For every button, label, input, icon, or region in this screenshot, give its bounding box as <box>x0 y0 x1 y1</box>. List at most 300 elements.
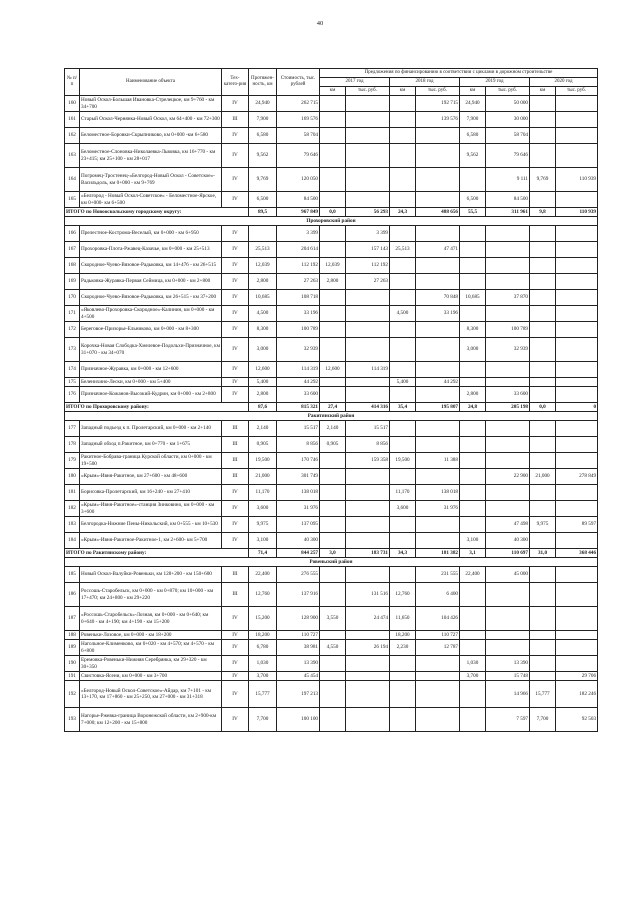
table-row <box>65 226 598 242</box>
km-2019 <box>460 362 486 378</box>
header-sub-sum: тыс. руб. <box>556 87 598 96</box>
sum-2019: 15 748 <box>486 672 530 681</box>
object-name: «Белгород-Новый Оскол-Советское»-Айдар, км 7+101 - км 13+170, км 17+860 - км 25+250, км 27+000 - км 31+318 <box>80 681 222 708</box>
object-name: Свистовка-Ясени, км 0+000 - км 3+700 <box>80 672 222 681</box>
table-row <box>65 708 598 732</box>
row-number: 176 <box>65 387 80 403</box>
km-2017 <box>320 242 346 258</box>
row-number: 165 <box>65 192 80 208</box>
tech-category: IV <box>222 533 249 549</box>
sum-2017: 27 263 <box>346 274 390 290</box>
table-row <box>65 567 598 583</box>
table-row <box>65 517 598 533</box>
total-length-km: 87,6 <box>249 403 277 412</box>
sum-2019: 84 500 <box>486 192 530 208</box>
km-2018 <box>390 656 416 672</box>
header-category: Тех-катего-рия <box>222 69 249 96</box>
table-row <box>65 258 598 274</box>
sum-2019: 40 300 <box>486 533 530 549</box>
table-row <box>65 112 598 128</box>
km-2018 <box>390 437 416 453</box>
km-2019 <box>460 631 486 640</box>
length-km: 6,580 <box>249 128 277 144</box>
object-name: Старый Оскол-Чернянка-Новый Оскол, км 64+400 - км 72+300 <box>80 112 222 128</box>
sum-2019 <box>486 258 530 274</box>
object-name: «Крым»-Ивня-Ракитное, км 27+600 - км 48+600 <box>80 469 222 485</box>
km-2018 <box>390 517 416 533</box>
object-name: Беломестное-Боровки-Скрыпниково, км 0+000 -км 6+580 <box>80 128 222 144</box>
sum-2020 <box>556 306 598 322</box>
sum-2017 <box>346 192 390 208</box>
sum-2019: 100 789 <box>486 322 530 338</box>
header-year-2018: 2018 год <box>390 78 460 87</box>
header-year-2020: 2020 год <box>530 78 598 87</box>
sum-2020 <box>556 631 598 640</box>
cost: 114 319 <box>277 362 320 378</box>
row-number: 175 <box>65 378 80 387</box>
sum-2020 <box>556 362 598 378</box>
total-km-2017: 27,4 <box>320 403 346 412</box>
tech-category: IV <box>222 672 249 681</box>
sum-2017 <box>346 168 390 192</box>
km-2017: 2,140 <box>320 421 346 437</box>
header-financing-group: Предложения по финансированию в соответствии с циклами в дорожном строительстве <box>320 69 598 78</box>
object-name: Призначное-Журавка, км 0+000 - км 12+600 <box>80 362 222 378</box>
total-km-2018: 35,4 <box>390 403 416 412</box>
length-km: 9,769 <box>249 168 277 192</box>
object-name: Ракитное-Бобрава-граница Курской области, км 0+000 - км 19+500 <box>80 453 222 469</box>
table-row <box>65 469 598 485</box>
km-2020 <box>530 607 556 631</box>
sum-2020 <box>556 96 598 112</box>
total-sum-2020: 110 939 <box>556 208 598 217</box>
tech-category: IV <box>222 306 249 322</box>
financing-table <box>64 68 598 732</box>
object-name: Беломестное-Слоновка-Николаевка-Львовка, км 16+770 - км 23+415; км 25+100 - км 28+017 <box>80 144 222 168</box>
km-2019 <box>460 517 486 533</box>
row-number: 183 <box>65 517 80 533</box>
total-cost: 844 257 <box>277 549 320 558</box>
row-number: 170 <box>65 290 80 306</box>
tech-category: IV <box>222 168 249 192</box>
length-km: 9,562 <box>249 144 277 168</box>
table-row <box>65 453 598 469</box>
sum-2019 <box>486 242 530 258</box>
length-km: 3,100 <box>249 533 277 549</box>
header-sub-sum: тыс. руб. <box>416 87 460 96</box>
object-name: Скородное-Чуево-Вязовое-Радьковка, км 14+476 - км 26+515 <box>80 258 222 274</box>
sum-2018 <box>416 437 460 453</box>
total-sum-2020: 0 <box>556 403 598 412</box>
cost: 100 789 <box>277 322 320 338</box>
km-2018 <box>390 128 416 144</box>
total-sum-2019: 311 961 <box>486 208 530 217</box>
table-row <box>65 306 598 322</box>
tech-category: IV <box>222 656 249 672</box>
row-number: 171 <box>65 306 80 322</box>
km-2019 <box>460 421 486 437</box>
sum-2019: 9 111 <box>486 168 530 192</box>
row-number: 178 <box>65 437 80 453</box>
km-2017: 12,600 <box>320 362 346 378</box>
sum-2019: 45 000 <box>486 567 530 583</box>
row-number: 188 <box>65 631 80 640</box>
table-row <box>65 274 598 290</box>
sum-2018 <box>416 517 460 533</box>
km-2020 <box>530 501 556 517</box>
total-km-2019: 55,5 <box>460 208 486 217</box>
sum-2019: 13 390 <box>486 656 530 672</box>
km-2017 <box>320 128 346 144</box>
total-label: ИТОГО по Новооскольскому городскому округу: <box>65 208 249 217</box>
total-km-2020: 9,8 <box>530 208 556 217</box>
sum-2019 <box>486 453 530 469</box>
length-km: 24,940 <box>249 96 277 112</box>
sum-2019: 79 646 <box>486 144 530 168</box>
object-name: Прохоровка-Плота-Ржавец-Казачье, км 0+000 - км 25+513 <box>80 242 222 258</box>
km-2019: 3,100 <box>460 533 486 549</box>
km-2018 <box>390 112 416 128</box>
cost: 138 018 <box>277 485 320 501</box>
km-2018 <box>390 274 416 290</box>
sum-2018 <box>416 362 460 378</box>
length-km: 15,200 <box>249 607 277 631</box>
sum-2019 <box>486 631 530 640</box>
sum-2017 <box>346 672 390 681</box>
length-km: 18,200 <box>249 631 277 640</box>
header-year-2019: 2019 год <box>460 78 530 87</box>
tech-category: III <box>222 112 249 128</box>
km-2020: 15,777 <box>530 681 556 708</box>
cost: 137 916 <box>277 583 320 607</box>
km-2019: 9,562 <box>460 144 486 168</box>
object-name: Ровеньки-Лозовое, км 0+000 - км 18+200 <box>80 631 222 640</box>
page-number: 40 <box>316 20 324 27</box>
sum-2017 <box>346 708 390 732</box>
sum-2019 <box>486 640 530 656</box>
sum-2017 <box>346 681 390 708</box>
km-2017: 2,800 <box>320 274 346 290</box>
row-number: 169 <box>65 274 80 290</box>
sum-2018: 44 292 <box>416 378 460 387</box>
sum-2018 <box>416 144 460 168</box>
table-body <box>65 96 598 732</box>
sum-2017: 114 319 <box>346 362 390 378</box>
km-2018: 11,650 <box>390 607 416 631</box>
km-2019 <box>460 583 486 607</box>
header-sub-km: км <box>530 87 556 96</box>
km-2017 <box>320 306 346 322</box>
sum-2020 <box>556 112 598 128</box>
km-2018: 12,760 <box>390 583 416 607</box>
length-km: 21,000 <box>249 469 277 485</box>
km-2017 <box>320 631 346 640</box>
cost: 100 100 <box>277 708 320 732</box>
total-km-2018: 24,3 <box>390 208 416 217</box>
tech-category: III <box>222 567 249 583</box>
length-km: 2,140 <box>249 421 277 437</box>
cost: 262 715 <box>277 96 320 112</box>
length-km: 2,800 <box>249 274 277 290</box>
sum-2018: 139 576 <box>416 112 460 128</box>
sum-2017: 15 517 <box>346 421 390 437</box>
sum-2019: 58 704 <box>486 128 530 144</box>
row-number: 167 <box>65 242 80 258</box>
tech-category: IV <box>222 631 249 640</box>
total-sum-2019: 110 697 <box>486 549 530 558</box>
km-2020 <box>530 306 556 322</box>
length-km: 6,780 <box>249 640 277 656</box>
sum-2019 <box>486 378 530 387</box>
object-name: Погромец-Тростенец-«Белгород-Новый Оскол - Советское»-Васильдоль, км 0+000 - км 9+769 <box>80 168 222 192</box>
sum-2018 <box>416 681 460 708</box>
object-name: «Яковлево-Прохоровка-Скородное»-Калинин, км 0+000 - км 4+500 <box>80 306 222 322</box>
table-row <box>65 640 598 656</box>
sum-2017: 8 856 <box>346 437 390 453</box>
km-2018: 3,600 <box>390 501 416 517</box>
cost: 79 646 <box>277 144 320 168</box>
km-2019 <box>460 258 486 274</box>
table-row <box>65 485 598 501</box>
length-km: 4,500 <box>249 306 277 322</box>
km-2019: 1,030 <box>460 656 486 672</box>
cost: 8 856 <box>277 437 320 453</box>
km-2018 <box>390 469 416 485</box>
km-2018: 11,170 <box>390 485 416 501</box>
sum-2020 <box>556 144 598 168</box>
sum-2019: 50 000 <box>486 96 530 112</box>
km-2019 <box>460 274 486 290</box>
district-name: Прохоровский район <box>65 217 598 226</box>
tech-category: IV <box>222 607 249 631</box>
cost: 84 500 <box>277 192 320 208</box>
sum-2019: 7 597 <box>486 708 530 732</box>
row-number: 190 <box>65 656 80 672</box>
km-2019: 6,580 <box>460 128 486 144</box>
cost: 170 746 <box>277 453 320 469</box>
cost: 112 192 <box>277 258 320 274</box>
sum-2020: 110 939 <box>556 168 598 192</box>
tech-category: III <box>222 421 249 437</box>
km-2019 <box>460 168 486 192</box>
km-2019: 3,700 <box>460 672 486 681</box>
length-km: 11,170 <box>249 485 277 501</box>
km-2019 <box>460 306 486 322</box>
km-2018 <box>390 362 416 378</box>
km-2020 <box>530 656 556 672</box>
km-2020 <box>530 274 556 290</box>
cost: 108 718 <box>277 290 320 306</box>
cost: 33 600 <box>277 387 320 403</box>
table-row <box>65 362 598 378</box>
row-number: 166 <box>65 226 80 242</box>
sum-2017 <box>346 128 390 144</box>
sum-2017: 24 474 <box>346 607 390 631</box>
sum-2019: 14 966 <box>486 681 530 708</box>
sum-2017: 159 358 <box>346 453 390 469</box>
tech-category: IV <box>222 96 249 112</box>
km-2017 <box>320 533 346 549</box>
km-2019 <box>460 453 486 469</box>
sum-2018: 31 976 <box>416 501 460 517</box>
km-2020 <box>530 453 556 469</box>
km-2017 <box>320 485 346 501</box>
total-km-2020: 31,0 <box>530 549 556 558</box>
km-2017 <box>320 567 346 583</box>
km-2017 <box>320 469 346 485</box>
length-km <box>249 226 277 242</box>
sum-2019 <box>486 485 530 501</box>
km-2020 <box>530 338 556 362</box>
km-2017 <box>320 453 346 469</box>
sum-2020: 29 706 <box>556 672 598 681</box>
km-2018 <box>390 708 416 732</box>
cost: 137 095 <box>277 517 320 533</box>
total-sum-2018: 488 656 <box>416 208 460 217</box>
row-number: 186 <box>65 583 80 607</box>
km-2020 <box>530 583 556 607</box>
km-2020: 9,975 <box>530 517 556 533</box>
cost: 301 749 <box>277 469 320 485</box>
object-name: «Белгород - Новый Оскол-Советское» - Беломестное-Ярское, км 0+000- км 6+500 <box>80 192 222 208</box>
tech-category: III <box>222 437 249 453</box>
tech-category: IV <box>222 485 249 501</box>
km-2017 <box>320 672 346 681</box>
table-row <box>65 144 598 168</box>
table-row <box>65 290 598 306</box>
sum-2020 <box>556 485 598 501</box>
cost: 128 900 <box>277 607 320 631</box>
cost: 15 517 <box>277 421 320 437</box>
km-2017 <box>320 226 346 242</box>
tech-category: IV <box>222 708 249 732</box>
sum-2017 <box>346 517 390 533</box>
sum-2017: 3 399 <box>346 226 390 242</box>
km-2020 <box>530 242 556 258</box>
cost: 31 976 <box>277 501 320 517</box>
sum-2017: 157 143 <box>346 242 390 258</box>
sum-2020 <box>556 387 598 403</box>
sum-2017 <box>346 338 390 362</box>
length-km: 0,905 <box>249 437 277 453</box>
sum-2018: 70 848 <box>416 290 460 306</box>
km-2019: 22,400 <box>460 567 486 583</box>
sum-2020 <box>556 242 598 258</box>
km-2020 <box>530 567 556 583</box>
tech-category: IV <box>222 501 249 517</box>
row-number: 185 <box>65 567 80 583</box>
tech-category: IV <box>222 322 249 338</box>
km-2019: 10,685 <box>460 290 486 306</box>
cost: 32 939 <box>277 338 320 362</box>
row-number: 162 <box>65 128 80 144</box>
sum-2017 <box>346 387 390 403</box>
km-2018 <box>390 290 416 306</box>
row-number: 168 <box>65 258 80 274</box>
length-km: 8,300 <box>249 322 277 338</box>
km-2019: 6,500 <box>460 192 486 208</box>
cost: 45 454 <box>277 672 320 681</box>
object-name: Скородное-Чуево-Вязовое-Радьковка, км 26+515 - км 37+200 <box>80 290 222 306</box>
sum-2018: 47 471 <box>416 242 460 258</box>
sum-2018 <box>416 469 460 485</box>
row-number: 179 <box>65 453 80 469</box>
sum-2018 <box>416 708 460 732</box>
object-name: Западный обход п.Ракитное, км 0+770 - км 1+675 <box>80 437 222 453</box>
km-2018 <box>390 533 416 549</box>
object-name: «Крым»-Ивня-Ракитное-Ракитное-1, км 2+600- км 5+700 <box>80 533 222 549</box>
header-cost: Стоимость, тыс. рублей <box>277 69 320 96</box>
header-sub-km: км <box>320 87 346 96</box>
sum-2020 <box>556 640 598 656</box>
header-length: Протяжен-ность, км <box>249 69 277 96</box>
row-number: 180 <box>65 469 80 485</box>
sum-2019: 37 870 <box>486 290 530 306</box>
sum-2019 <box>486 362 530 378</box>
total-sum-2019: 205 198 <box>486 403 530 412</box>
table-row <box>65 128 598 144</box>
km-2020 <box>530 672 556 681</box>
km-2020 <box>530 533 556 549</box>
cost: 276 555 <box>277 567 320 583</box>
km-2019 <box>460 485 486 501</box>
table-row <box>65 607 598 631</box>
row-number: 163 <box>65 144 80 168</box>
table-row <box>65 656 598 672</box>
km-2018 <box>390 144 416 168</box>
km-2019 <box>460 681 486 708</box>
length-km: 19,500 <box>249 453 277 469</box>
km-2018 <box>390 322 416 338</box>
km-2020 <box>530 290 556 306</box>
sum-2020: 182 246 <box>556 681 598 708</box>
tech-category: IV <box>222 274 249 290</box>
cost: 27 263 <box>277 274 320 290</box>
length-km: 3,000 <box>249 338 277 362</box>
object-name: Призначное-Кожанов-Высокий-Кудрин, км 0+000 - км 2+800 <box>80 387 222 403</box>
table-row <box>65 672 598 681</box>
row-number: 172 <box>65 322 80 338</box>
sum-2018: 138 018 <box>416 485 460 501</box>
table-row <box>65 322 598 338</box>
sum-2018: 6 400 <box>416 583 460 607</box>
km-2017 <box>320 583 346 607</box>
tech-category: IV <box>222 640 249 656</box>
total-sum-2018: 181 382 <box>416 549 460 558</box>
km-2017: 3,550 <box>320 607 346 631</box>
km-2019 <box>460 242 486 258</box>
table-row <box>65 338 598 362</box>
km-2018: 19,500 <box>390 453 416 469</box>
tech-category: IV <box>222 338 249 362</box>
total-label: ИТОГО по Прохоровскому району: <box>65 403 249 412</box>
sum-2019: 33 600 <box>486 387 530 403</box>
km-2017 <box>320 168 346 192</box>
km-2020 <box>530 362 556 378</box>
length-km: 12,039 <box>249 258 277 274</box>
km-2020: 7,700 <box>530 708 556 732</box>
total-length-km: 89,5 <box>249 208 277 217</box>
km-2017 <box>320 656 346 672</box>
sum-2018 <box>416 672 460 681</box>
sum-2020 <box>556 437 598 453</box>
km-2018: 25,513 <box>390 242 416 258</box>
cost: 169 576 <box>277 112 320 128</box>
sum-2018 <box>416 656 460 672</box>
sum-2017 <box>346 567 390 583</box>
km-2017 <box>320 112 346 128</box>
sum-2020 <box>556 378 598 387</box>
